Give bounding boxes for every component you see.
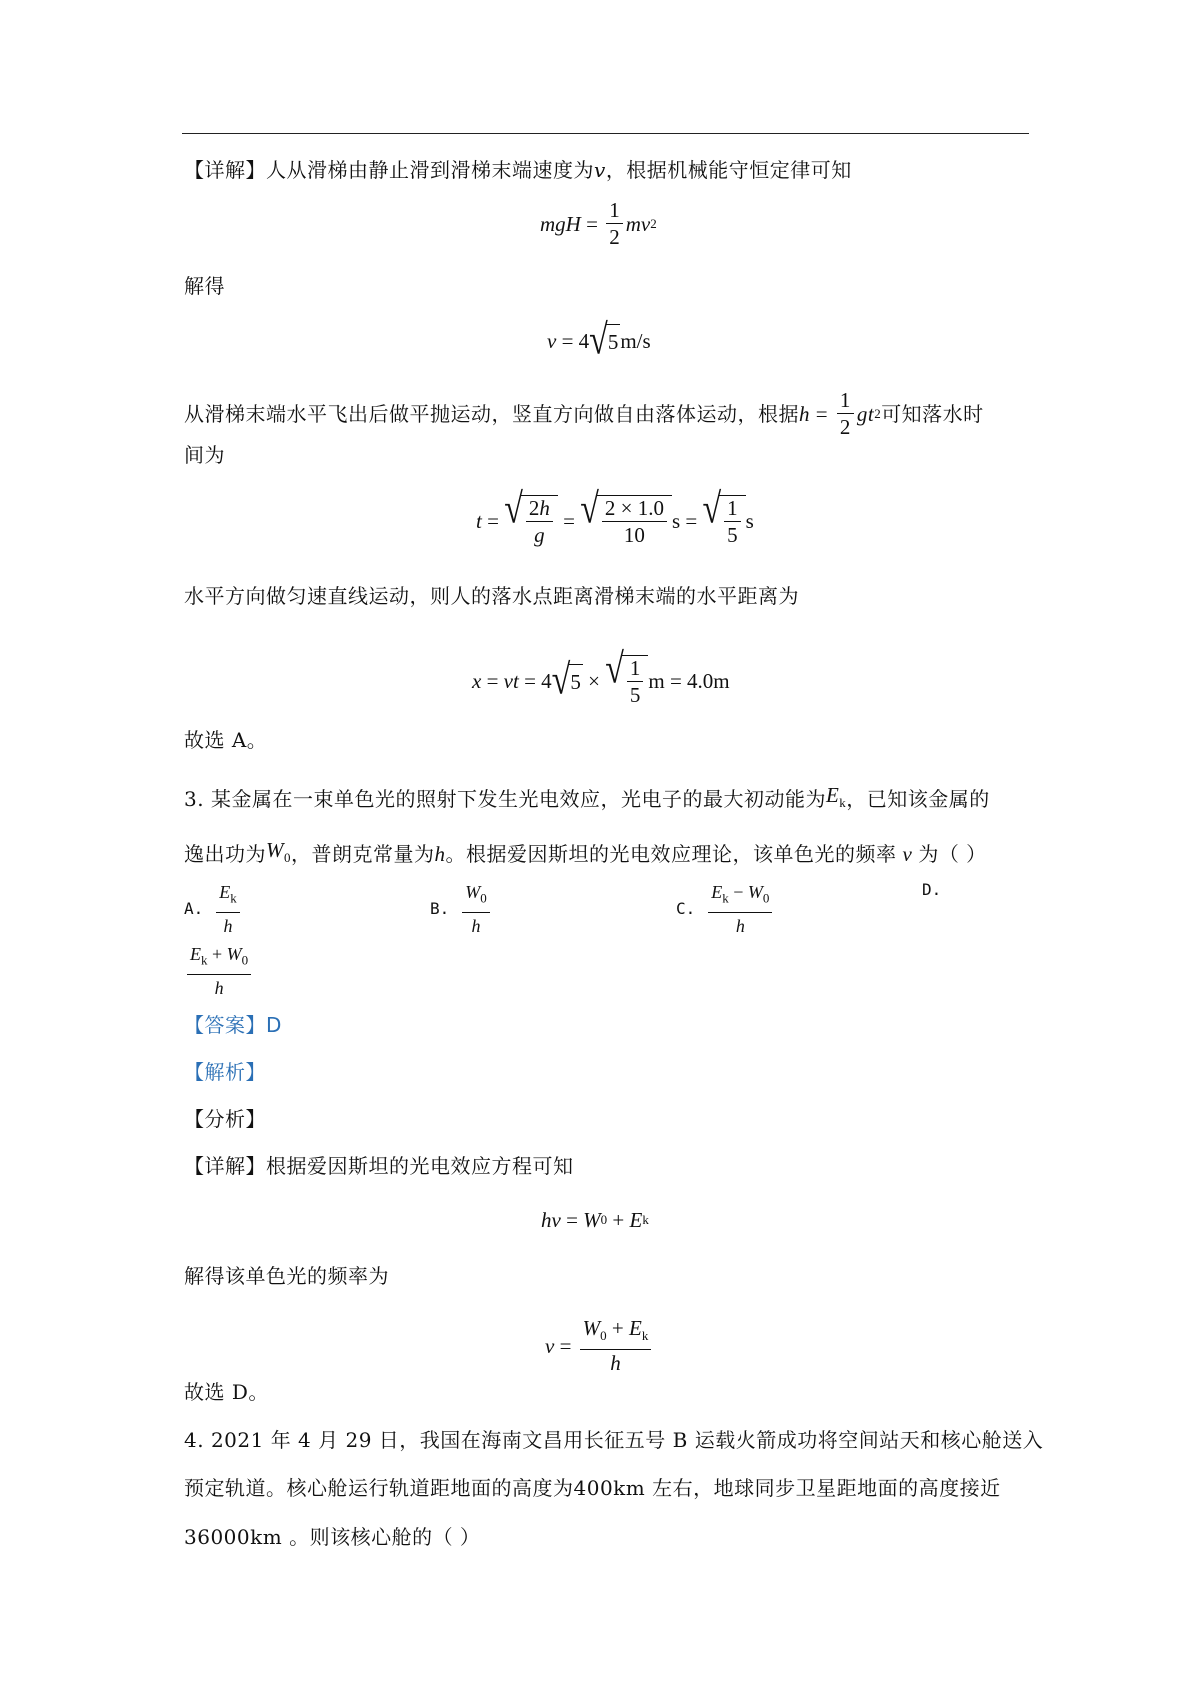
option-d[interactable] bbox=[922, 880, 951, 899]
q3-text-b: ，已知该金属的 bbox=[846, 787, 990, 812]
w0-symbol: $W_0$ bbox=[266, 838, 291, 866]
option-b[interactable]: B. $\frac{W_0}{h}$ bbox=[430, 880, 493, 938]
answer-label: 【答案】 bbox=[184, 1013, 266, 1037]
equation-frequency: ν = $\frac{W_0 + E_k}{h}$ bbox=[545, 1316, 654, 1375]
fall-formula: h = $\frac{1}{2}$ gt 2 bbox=[799, 388, 882, 439]
option-c[interactable]: C. $\frac{E_k - W_0}{h}$ bbox=[676, 880, 775, 938]
option-d-label: D. bbox=[922, 880, 942, 899]
q3-text-a: 3. 某金属在一束单色光的照射下发生光电效应，光电子的最大初动能为 bbox=[184, 787, 826, 812]
equation-velocity: v = 4 √ 5 m/s bbox=[547, 317, 651, 364]
q3-text-f: 为（ ） bbox=[918, 842, 987, 867]
option-b-label: B. bbox=[430, 899, 450, 919]
equation-time: t = √ $\frac{2h}{g}$ = √ $\frac{2 \times 1.0}{10}$ s = √ $\frac{1}{5}$ s bbox=[476, 486, 754, 547]
q4-line3: 36000km 。则该核心舱的（ ） bbox=[184, 1525, 481, 1549]
q4-line2: 预定轨道。核心舱运行轨道距地面的高度为400km 左右，地球同步卫星距地面的高度接近 bbox=[184, 1476, 1001, 1500]
q3-line1 bbox=[184, 781, 990, 817]
flight-text-a: 从滑梯末端水平飞出后做平抛运动，竖直方向做自由落体运动，根据 bbox=[184, 401, 799, 426]
header-rule bbox=[182, 133, 1029, 134]
solve1-paragraph: 解得 bbox=[184, 274, 225, 298]
equation-energy: mgH = $\frac{1}{2}$ mv 2 bbox=[540, 198, 657, 249]
flight-paragraph-cont: 间为 bbox=[184, 443, 225, 467]
equation-photoelectric: hν = W 0 + E k bbox=[541, 1208, 649, 1232]
q3-line2 bbox=[184, 836, 987, 872]
ek-symbol: $E_k$ bbox=[825, 783, 847, 811]
velocity-var: v bbox=[594, 158, 606, 182]
h-symbol: h bbox=[434, 842, 446, 867]
flight-paragraph bbox=[184, 388, 984, 439]
q3-text-c: 逸出功为 bbox=[184, 842, 266, 867]
analysis-sub: 【分析】 bbox=[184, 1107, 266, 1131]
detail2-paragraph: 【详解】根据爱因斯坦的光电效应方程可知 bbox=[184, 1154, 574, 1178]
option-a-label: A. bbox=[184, 899, 204, 919]
option-d-formula: $\frac{E_k + W_0}{h}$ bbox=[184, 942, 254, 1000]
detail1-paragraph bbox=[184, 156, 852, 184]
solve2-paragraph: 解得该单色光的频率为 bbox=[184, 1264, 389, 1288]
horizontal-paragraph: 水平方向做匀速直线运动，则人的落水点距离滑梯末端的水平距离为 bbox=[184, 584, 799, 608]
q3-text-e: 。根据爱因斯坦的光电效应理论，该单色光的频率 bbox=[445, 842, 897, 867]
q4-line1: 4. 2021 年 4 月 29 日，我国在海南文昌用长征五号 B 运载火箭成功将空间站天和核心舱送入 bbox=[184, 1428, 1044, 1452]
answer-value: D bbox=[266, 1013, 282, 1037]
analysis-label: 【解析】 bbox=[184, 1060, 266, 1084]
flight-text-b: 可知落水时 bbox=[881, 401, 984, 426]
equation-distance: x = vt = 4 √ 5 × √ $\frac{1}{5}$ m = 4.0m bbox=[472, 646, 730, 707]
detail1-tail: ，根据机械能守恒定律可知 bbox=[605, 158, 852, 182]
detail1-text: 【详解】人从滑梯由静止滑到滑梯末端速度为 bbox=[184, 158, 594, 182]
answer-line bbox=[184, 1011, 282, 1039]
nu-symbol: ν bbox=[902, 842, 913, 867]
choose-d: 故选 D。 bbox=[184, 1380, 269, 1404]
option-a[interactable]: A. $\frac{E_k}{h}$ bbox=[184, 880, 243, 938]
q3-text-d: ，普朗克常量为 bbox=[291, 842, 435, 867]
choose-a: 故选 A。 bbox=[184, 728, 268, 752]
option-c-label: C. bbox=[676, 899, 696, 919]
